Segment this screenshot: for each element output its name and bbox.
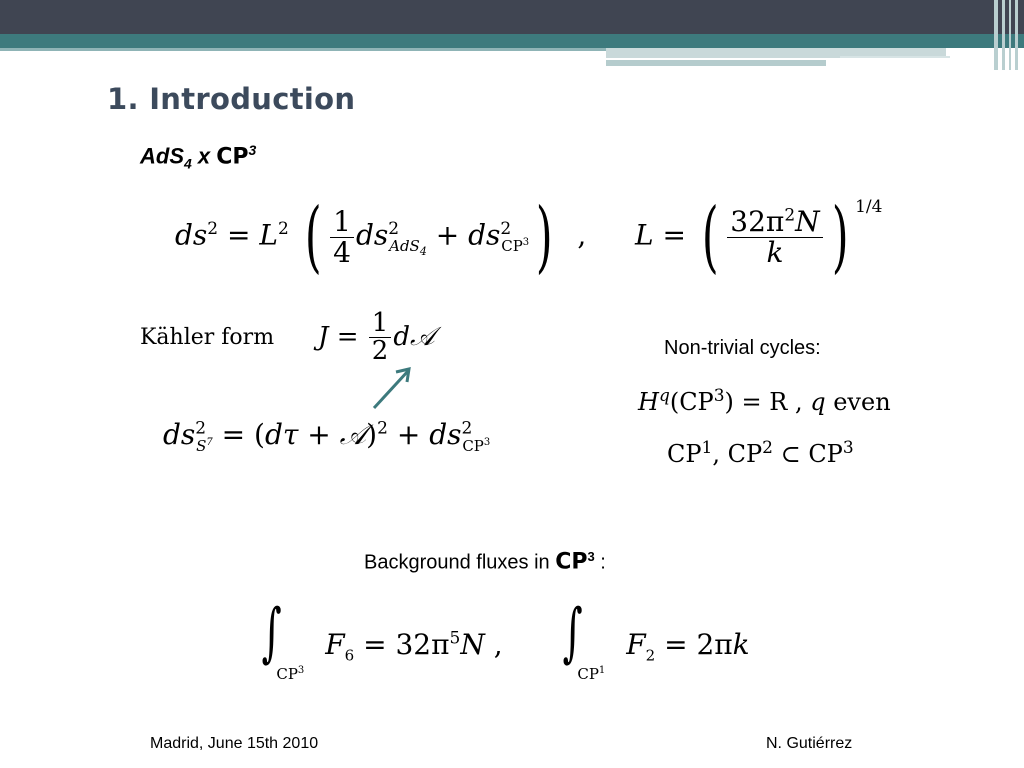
header-thin-line <box>0 48 610 51</box>
subspace-equation: $CP^1$, $CP^2$ ⊂ $CP^3$ <box>667 438 854 468</box>
slide-subtitle <box>140 142 256 172</box>
fluxes-label-text: Background fluxes in <box>364 551 556 574</box>
fluxes-cp-exponent: 3 <box>587 549 595 564</box>
nontrivial-label: Non-trivial cycles: <box>664 337 821 359</box>
footer-author: N. Gutiérrez <box>766 735 853 752</box>
fluxes-label <box>364 549 606 575</box>
kahler-equation: J = $\frac{1}{2}$ d𝒜 <box>318 308 435 367</box>
subtitle-ads: AdS <box>140 143 184 169</box>
subtitle-times: x <box>191 143 217 169</box>
subtitle-cp: CP <box>216 144 249 170</box>
fluxes-cp: CP <box>555 549 588 575</box>
header-stripe <box>1002 0 1005 70</box>
subtitle-ads-index: 4 <box>184 155 192 172</box>
radius-equation: L = ( $\frac{32\pi^2N}{k}$ ) $^{1/4}$ <box>635 192 883 282</box>
f6-flux-equation: $\int_{CP^3}$ $F_6 = 32\pi^5N$ , <box>261 596 503 683</box>
slide-title: 1. Introduction <box>107 82 356 116</box>
subtitle-cp-exponent: 3 <box>248 142 257 158</box>
header-stripe <box>1015 0 1018 70</box>
header-teal-band <box>0 34 1024 48</box>
header-dark-bar <box>0 0 1024 34</box>
kahler-label: Kähler form <box>140 325 275 350</box>
arrow-icon <box>368 362 418 414</box>
s7-metric-equation: $ds^2_{S^7} = (d\tau$ + 𝒜)$^2$ + $ds^2_{CP^3}$ <box>163 418 491 455</box>
footer-location-date: Madrid, June 15th 2010 <box>150 735 319 752</box>
f2-flux-equation: $\int_{CP^1}$ $F_2 = 2\pi k$ <box>562 596 750 683</box>
fluxes-colon: : <box>594 551 606 574</box>
header-stripe <box>1009 0 1011 70</box>
metric-equation: $ds^2 = L^2$ ( $\frac{1}{4}$ $ds^2_{AdS_4} + ds^2_{CP^3}$) , <box>175 192 587 282</box>
cohomology-equation: $H^q(CP^3) = R$ , q even <box>638 386 891 416</box>
header-deco-bar <box>840 56 950 58</box>
header-deco-bar <box>606 60 826 66</box>
header-stripe <box>994 0 998 70</box>
